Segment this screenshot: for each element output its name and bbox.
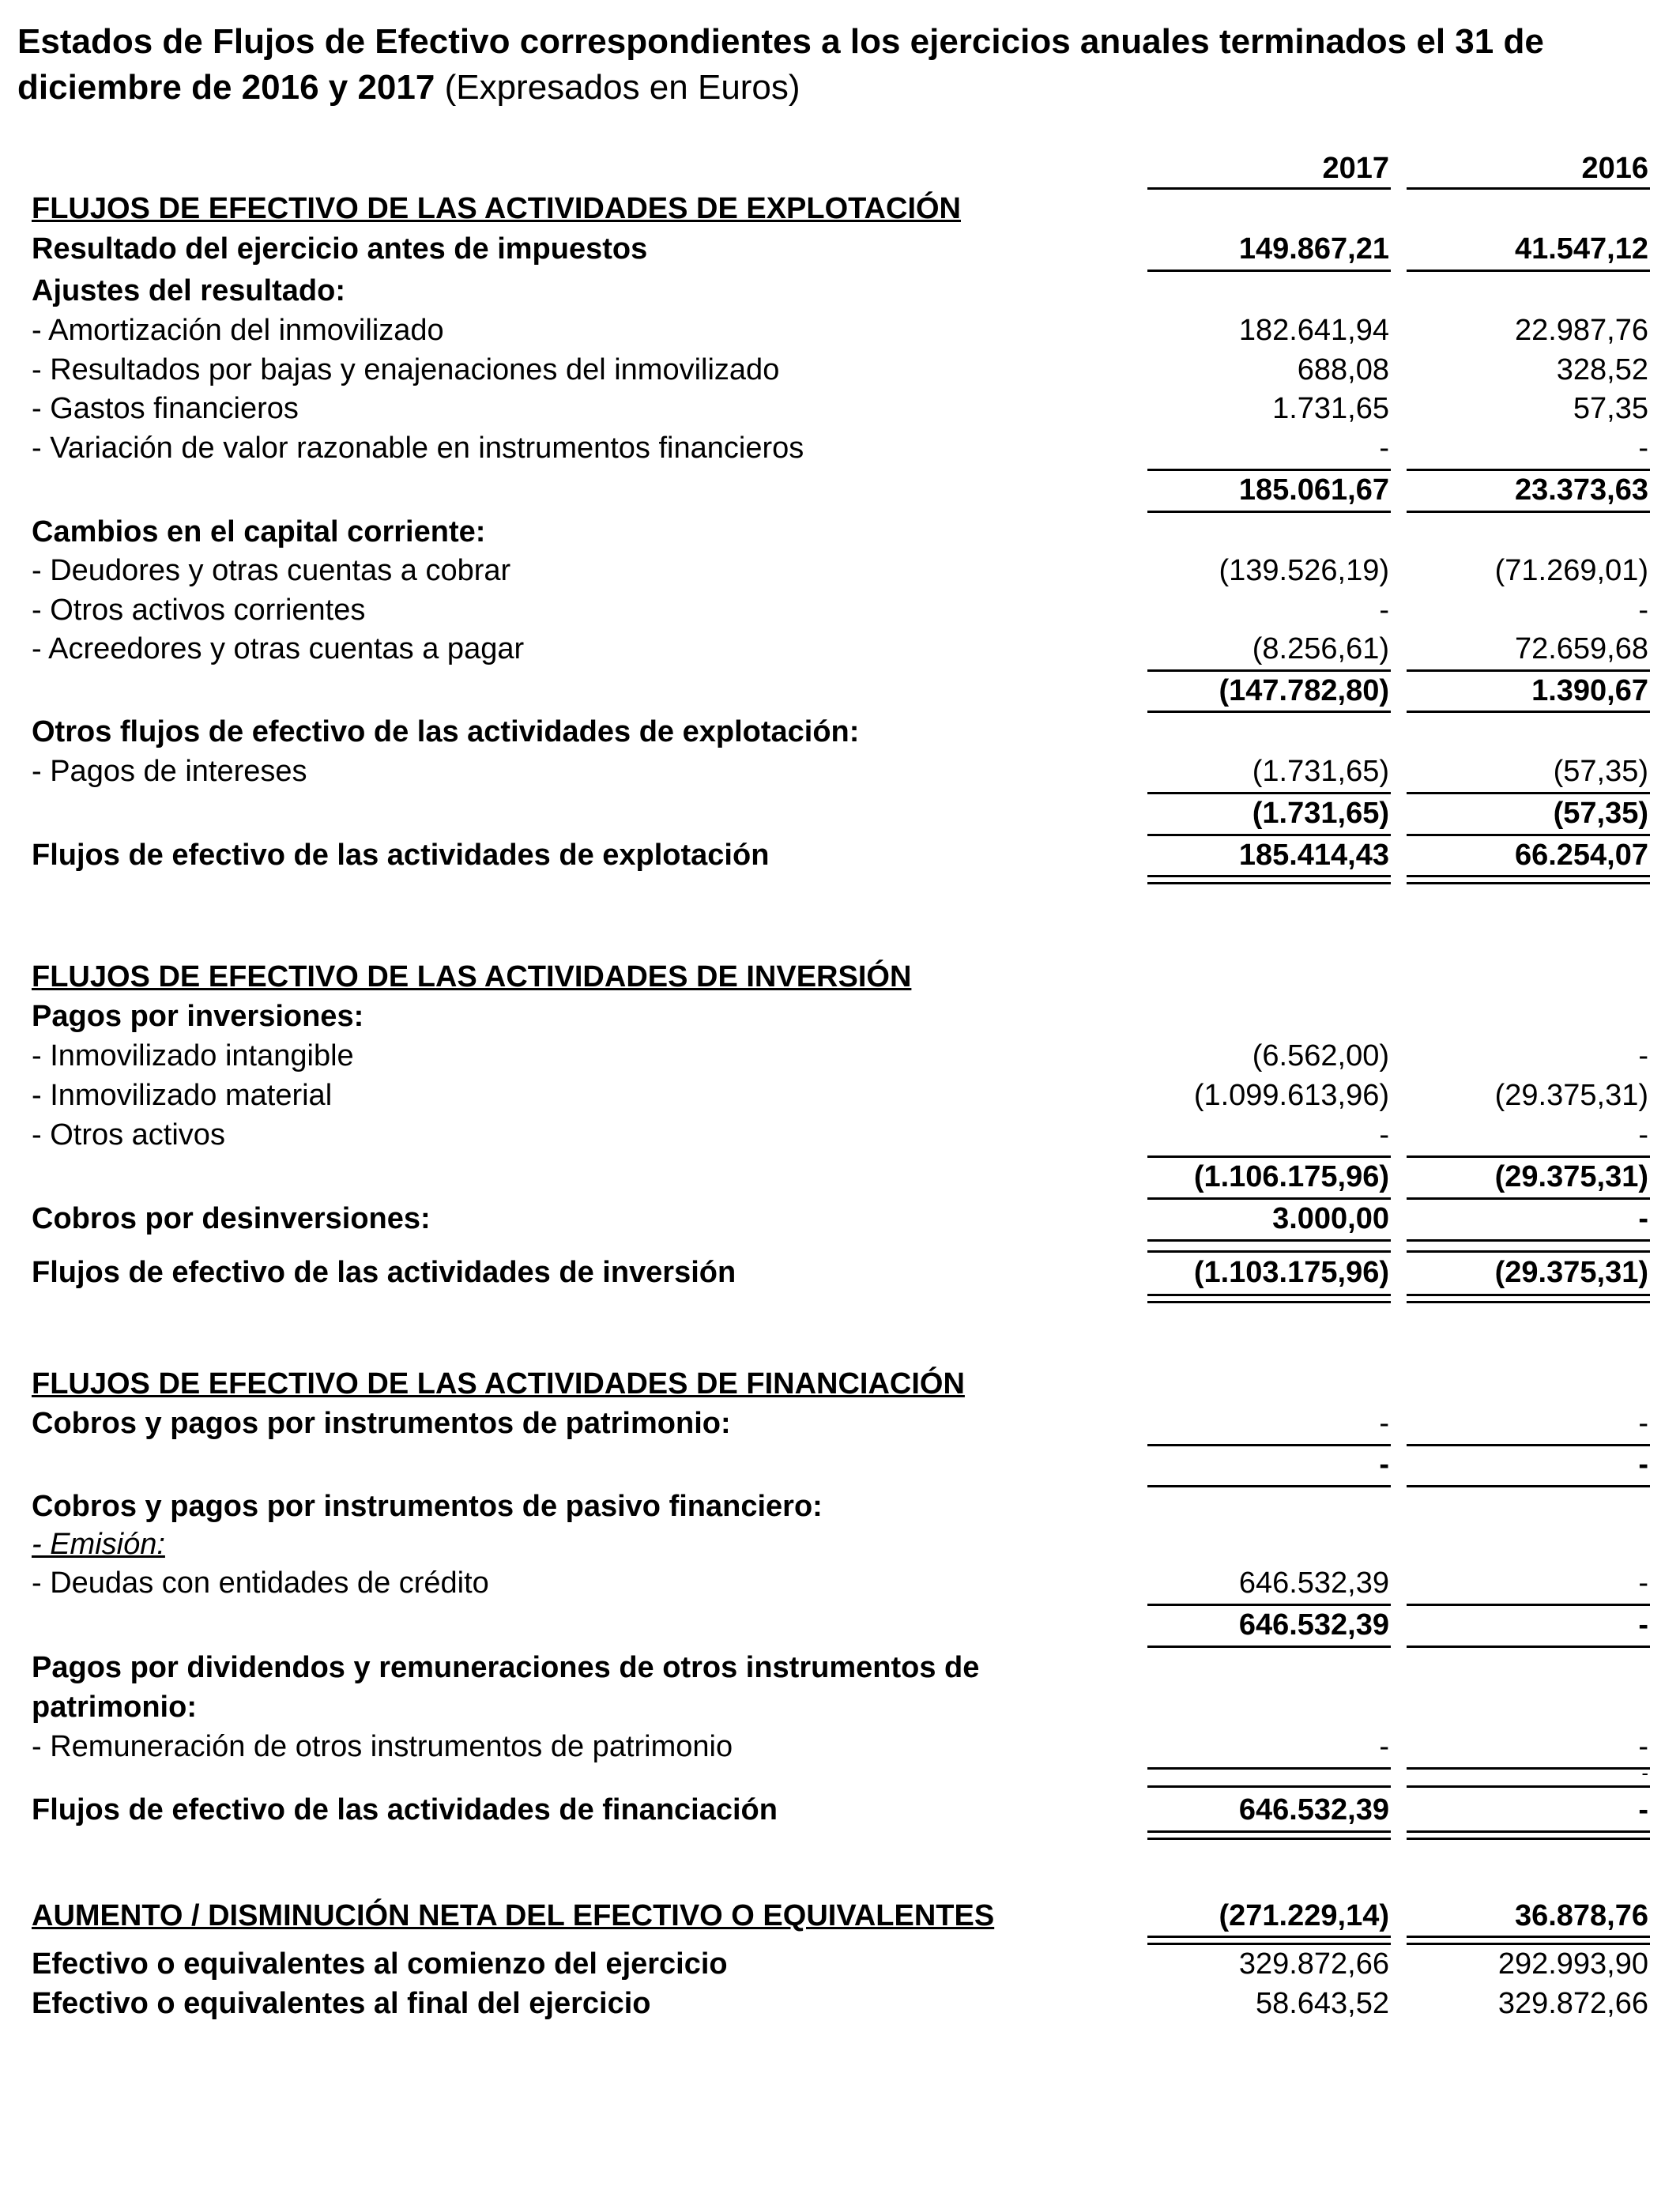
row-label: - Otros activos corrientes: [32, 594, 366, 627]
value-2016: (29.375,31): [1494, 1256, 1648, 1289]
row-label: - Resultados por bajas y enajenaciones del inmovilizado: [32, 353, 780, 386]
row-label: Resultado del ejercicio antes de impuestos: [32, 232, 648, 266]
value-2017: -: [1379, 1407, 1389, 1440]
row-label: - Gastos financieros: [32, 392, 299, 425]
table-row: [0, 629, 1680, 669]
subtotal-row: [0, 1605, 1680, 1645]
row-label: Pagos por dividendos y remuneraciones de otros instrumentos de patrimonio:: [32, 1651, 980, 1724]
table-row: [0, 752, 1680, 791]
double-rule: [1407, 875, 1650, 884]
subsection-title: [0, 271, 1680, 311]
value-2016: -: [1638, 594, 1648, 627]
value-2017: (1.103.175,96): [1193, 1256, 1389, 1289]
row-label: Cobros y pagos por instrumentos de patrimonio:: [32, 1407, 731, 1440]
value-2017: 646.532,39: [1238, 1608, 1389, 1642]
table-row: [0, 311, 1680, 350]
subtotal-row: [0, 671, 1680, 711]
value-2017: -: [1379, 1448, 1389, 1481]
double-rule: [1407, 1294, 1650, 1303]
double-rule: [1147, 1294, 1391, 1303]
row-label: Flujos de efectivo de las actividades de explotación: [32, 839, 770, 872]
total-row: [0, 835, 1680, 875]
value-2016: -: [1638, 1608, 1648, 1642]
table-row: [0, 1076, 1680, 1115]
value-2016: (29.375,31): [1494, 1160, 1648, 1193]
row-label: - Deudas con entidades de crédito: [32, 1566, 489, 1600]
heading-label: FLUJOS DE EFECTIVO DE LAS ACTIVIDADES DE EXPLOTACIÓN: [32, 192, 961, 225]
table-row: [0, 1036, 1680, 1076]
total-row: [0, 1790, 1680, 1830]
title-main: correspondientes a los ejercicios anuales terminados el 31 de diciembre de 2016 y 2017: [17, 22, 1544, 107]
row-label: - Acreedores y otras cuentas a pagar: [32, 632, 525, 665]
table-row: [0, 1944, 1680, 1984]
value-2016: -: [1638, 1448, 1648, 1481]
table-row: [0, 428, 1680, 468]
value-2016: -: [1638, 1566, 1648, 1600]
value-2016: 72.659,68: [1514, 632, 1648, 665]
subsection-title: [0, 1525, 1680, 1564]
value-2016: 292.993,90: [1497, 1947, 1648, 1981]
row-label: Otros flujos de efectivo de las actividades de explotación:: [32, 715, 860, 748]
value-2016: 329.872,66: [1497, 1987, 1648, 2020]
page-title: [17, 19, 1661, 111]
title-sub: (Expresados en Euros): [435, 68, 800, 107]
table-row: [0, 1404, 1680, 1443]
value-2017: (8.256,61): [1252, 632, 1389, 665]
value-2016: 23.373,63: [1514, 473, 1648, 507]
subsection-title: [0, 512, 1680, 552]
value-2017: (1.731,65): [1252, 797, 1389, 830]
value-2016: 22.987,76: [1514, 314, 1648, 347]
subtotal-row: [0, 1157, 1680, 1197]
value-2017: -: [1379, 594, 1389, 627]
rule: [1147, 1239, 1391, 1242]
row-label: Flujos de efectivo de las actividades de inversión: [32, 1256, 736, 1289]
value-2016: 1.390,67: [1531, 674, 1648, 707]
value-2017: 3.000,00: [1272, 1202, 1389, 1235]
value-2016: -: [1638, 1202, 1648, 1235]
total-row: [0, 1253, 1680, 1292]
row-label: - Variación de valor razonable en instrumentos financieros: [32, 432, 804, 465]
table-row: [0, 551, 1680, 590]
value-2017: 185.061,67: [1238, 473, 1389, 507]
row-label: - Remuneración de otros instrumentos de patrimonio: [32, 1730, 733, 1763]
row-label: - Pagos de intereses: [32, 755, 307, 788]
subsection-title: [0, 712, 1680, 752]
double-rule: [1147, 875, 1391, 884]
section-heading-explotacion: [0, 189, 1680, 228]
section-heading-financiacion: [0, 1364, 1680, 1404]
row-label: Pagos por inversiones:: [32, 1000, 364, 1033]
value-2017: 688,08: [1297, 353, 1389, 386]
row-label: Cobros y pagos por instrumentos de pasivo financiero:: [32, 1490, 823, 1523]
value-2017: 182.641,94: [1238, 314, 1389, 347]
subsection-title: [0, 1487, 1680, 1526]
value-2017: (271.229,14): [1219, 1899, 1389, 1932]
row-label: Cambios en el capital corriente:: [32, 515, 486, 548]
value-2016: -: [1638, 432, 1648, 465]
row-label: AUMENTO / DISMINUCIÓN NETA DEL EFECTIVO O EQUIVALENTES: [32, 1899, 995, 1932]
value-2016: (71.269,01): [1494, 554, 1648, 587]
subtotal-row: [0, 470, 1680, 510]
value-2016: 66.254,07: [1514, 839, 1648, 872]
value-2016: (29.375,31): [1494, 1079, 1648, 1112]
value-2016: -: [1638, 1039, 1648, 1072]
value-2016: -: [1638, 1118, 1648, 1152]
value-2016: -: [1638, 1730, 1648, 1763]
title-bold: Estados de Flujos de Efectivo: [17, 22, 510, 61]
value-2017: 1.731,65: [1272, 392, 1389, 425]
table-row: [0, 1563, 1680, 1603]
value-2017: (139.526,19): [1219, 554, 1389, 587]
rule: [1407, 1785, 1650, 1788]
value-2017: (1.106.175,96): [1193, 1160, 1389, 1193]
row-label: - Deudores y otras cuentas a cobrar: [32, 554, 511, 587]
year-2016: 2016: [1581, 152, 1648, 185]
subtotal-row: [0, 794, 1680, 833]
value-2017: (147.782,80): [1219, 674, 1389, 707]
value-2017: -: [1379, 1730, 1389, 1763]
row-label: - Otros activos: [32, 1118, 225, 1152]
net-change-row: [0, 1896, 1680, 1936]
table-row: [0, 350, 1680, 390]
value-2017: -: [1379, 1118, 1389, 1152]
value-2016: -: [1638, 1793, 1648, 1826]
row-label: - Amortización del inmovilizado: [32, 314, 444, 347]
value-2016: 41.547,12: [1514, 232, 1648, 266]
table-row: [0, 1984, 1680, 2023]
value-2017: (1.731,65): [1252, 755, 1389, 788]
value-2017: 646.532,39: [1238, 1793, 1389, 1826]
value-2016: 328,52: [1556, 353, 1648, 386]
year-header-row: [0, 149, 1680, 188]
table-row: [0, 389, 1680, 428]
subsection-title: [0, 1648, 1680, 1727]
double-rule: [1407, 1830, 1650, 1840]
heading-label: FLUJOS DE EFECTIVO DE LAS ACTIVIDADES DE INVERSIÓN: [32, 960, 912, 993]
value-2017: (1.099.613,96): [1193, 1079, 1389, 1112]
table-row: [0, 1115, 1680, 1155]
value-2017: (6.562,00): [1252, 1039, 1389, 1072]
double-rule: [1147, 1830, 1391, 1840]
row-label: - Emisión:: [32, 1528, 165, 1561]
table-row: [0, 1199, 1680, 1238]
year-2017: 2017: [1322, 152, 1389, 185]
table-row: [0, 229, 1680, 269]
rule: [1407, 1239, 1650, 1242]
row-label: Efectivo o equivalentes al comienzo del ejercicio: [32, 1947, 728, 1981]
value-2016: 36.878,76: [1514, 1899, 1648, 1932]
value-2016: (57,35): [1553, 755, 1648, 788]
row-label: Efectivo o equivalentes al final del ejercicio: [32, 1987, 651, 2020]
heading-label: FLUJOS DE EFECTIVO DE LAS ACTIVIDADES DE FINANCIACIÓN: [32, 1367, 965, 1400]
row-label: Cobros por desinversiones:: [32, 1202, 431, 1235]
value-2017: 646.532,39: [1238, 1566, 1389, 1600]
row-label: Ajustes del resultado:: [32, 274, 345, 307]
value-2017: 149.867,21: [1238, 232, 1389, 266]
value-2017: -: [1379, 432, 1389, 465]
row-label: Flujos de efectivo de las actividades de financiación: [32, 1793, 778, 1826]
subtotal-row: [0, 1445, 1680, 1484]
value-2016: (57,35): [1553, 797, 1648, 830]
value-2016: 57,35: [1573, 392, 1648, 425]
rule: [1147, 1785, 1391, 1788]
subsection-title: [0, 997, 1680, 1036]
section-heading-inversion: [0, 957, 1680, 997]
value-2017: 58.643,52: [1255, 1987, 1389, 2020]
row-label: - Inmovilizado intangible: [32, 1039, 354, 1072]
row-label: - Inmovilizado material: [32, 1079, 333, 1112]
table-row: [0, 590, 1680, 630]
value-2017: 185.414,43: [1238, 839, 1389, 872]
value-2016: -: [1641, 1761, 1648, 1785]
value-2016: -: [1638, 1407, 1648, 1440]
value-2017: 329.872,66: [1238, 1947, 1389, 1981]
subtotal-row: [0, 1761, 1680, 1785]
